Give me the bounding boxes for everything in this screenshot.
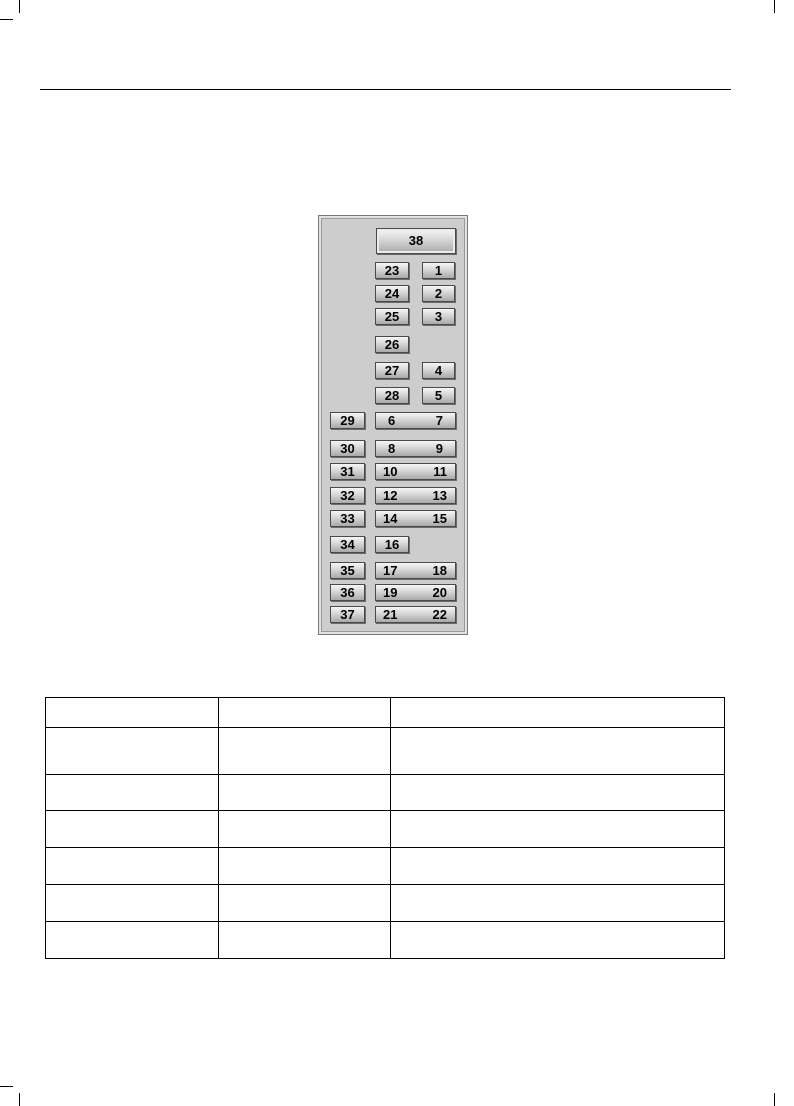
table-cell	[219, 885, 391, 922]
fuse-23: 23	[375, 262, 409, 279]
fuse-37: 37	[330, 606, 365, 623]
fuse-28: 28	[375, 387, 409, 404]
fuse-14-15: 14 15	[375, 510, 456, 527]
fuse-3: 3	[422, 308, 455, 325]
fuse-29: 29	[330, 412, 365, 429]
table-cell	[391, 775, 725, 811]
table-cell	[219, 775, 391, 811]
fuse-2: 2	[422, 285, 455, 302]
fuse-30: 30	[330, 440, 365, 457]
table-cell	[46, 811, 219, 848]
fuse-16: 16	[375, 536, 409, 553]
fuse-35: 35	[330, 562, 365, 579]
fuse-12-13: 12 13	[375, 487, 456, 504]
table-row	[46, 922, 725, 959]
fuse-31: 31	[330, 463, 365, 480]
table-cell	[219, 848, 391, 885]
fuse-19-20: 19 20	[375, 584, 456, 601]
table-cell	[219, 698, 391, 728]
table-cell	[391, 698, 725, 728]
table-cell	[391, 922, 725, 959]
crop-mark	[0, 19, 13, 20]
table-cell	[46, 922, 219, 959]
fuse-36: 36	[330, 584, 365, 601]
crop-mark	[774, 1093, 775, 1106]
table-row	[46, 848, 725, 885]
fuse-panel-diagram	[318, 215, 468, 635]
table-row	[46, 775, 725, 811]
header-rule	[40, 89, 731, 90]
fuse-25: 25	[375, 308, 409, 325]
fuse-38: 38	[376, 228, 456, 254]
fuse-8-9: 8 9	[375, 440, 456, 457]
fuse-table	[45, 697, 725, 959]
table-cell	[391, 885, 725, 922]
table-cell	[46, 848, 219, 885]
crop-mark	[19, 0, 20, 13]
table-cell	[46, 728, 219, 775]
table-cell	[219, 728, 391, 775]
fuse-17-18: 17 18	[375, 562, 456, 579]
table-cell	[219, 922, 391, 959]
fuse-5: 5	[422, 387, 455, 404]
table-row	[46, 728, 725, 775]
crop-mark	[0, 1086, 13, 1087]
table-cell	[46, 775, 219, 811]
fuse-26: 26	[375, 336, 409, 353]
fuse-1: 1	[422, 262, 455, 279]
crop-mark	[19, 1093, 20, 1106]
table-cell	[391, 811, 725, 848]
fuse-21-22: 21 22	[375, 606, 456, 623]
table-cell	[46, 698, 219, 728]
fuse-27: 27	[375, 362, 409, 379]
table-row	[46, 811, 725, 848]
table-row	[46, 885, 725, 922]
table-cell	[46, 885, 219, 922]
crop-mark	[774, 0, 775, 13]
fuse-34: 34	[330, 536, 365, 553]
fuse-33: 33	[330, 510, 365, 527]
table-cell	[391, 728, 725, 775]
fuse-10-11: 10 11	[375, 463, 456, 480]
fuse-4: 4	[422, 362, 455, 379]
fuse-6-7: 6 7	[375, 412, 456, 429]
fuse-24: 24	[375, 285, 409, 302]
table-row	[46, 698, 725, 728]
fuse-32: 32	[330, 487, 365, 504]
table-cell	[391, 848, 725, 885]
table-cell	[219, 811, 391, 848]
